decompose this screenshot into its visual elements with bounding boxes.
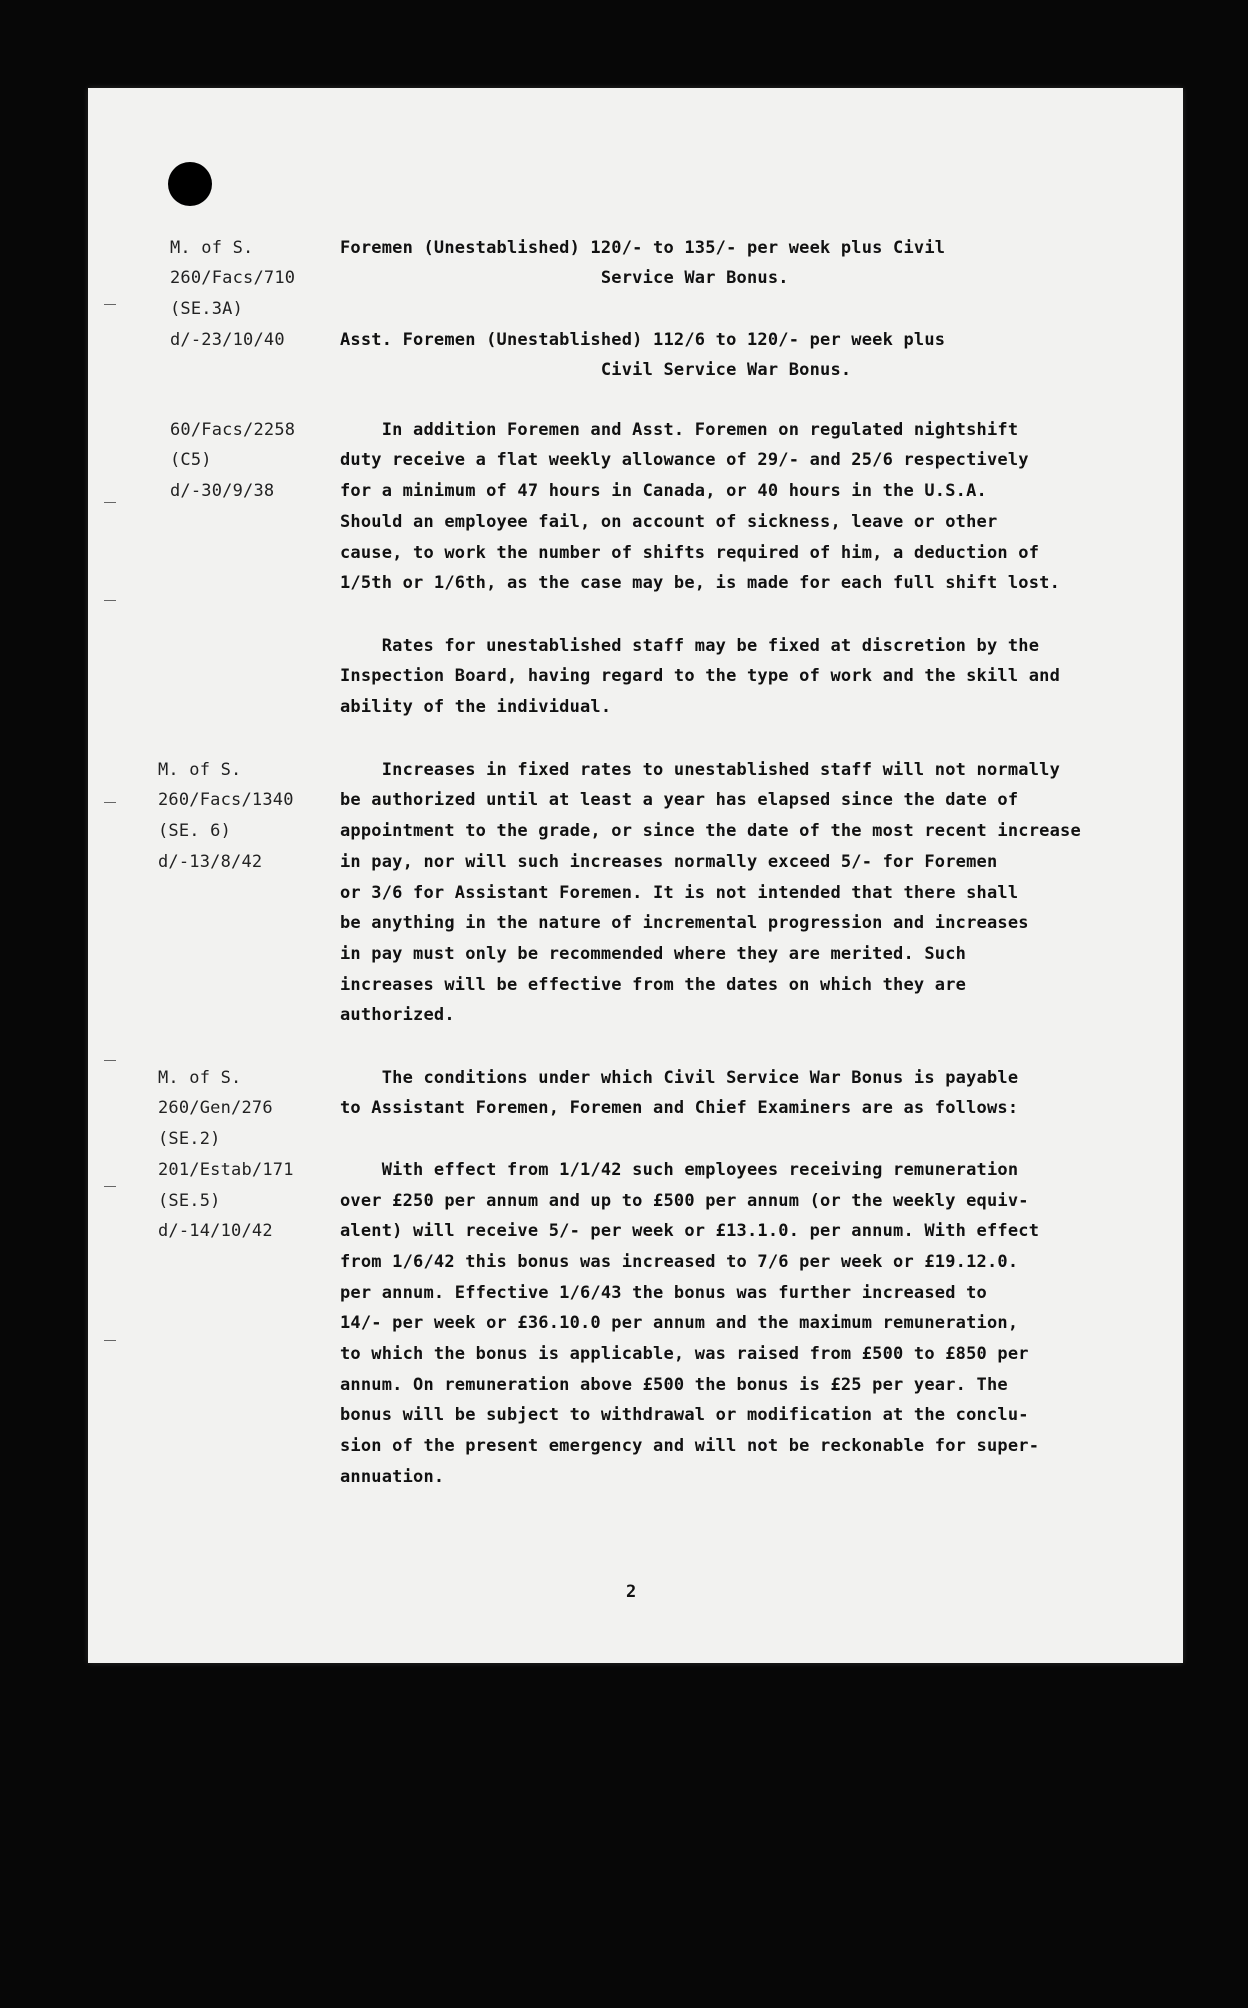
ref-line: d/-13/8/42 [158, 851, 263, 872]
ref-line: (SE.5) [158, 1190, 221, 1211]
body-line: to which the bonus is applicable, was raised from £500 to £850 per [340, 1344, 1029, 1365]
ref-line: (SE.3A) [170, 299, 244, 320]
body-line: be authorized until at least a year has elapsed since the date of [340, 790, 1019, 811]
paragraph-nightshift [340, 384, 1060, 630]
body-line: be anything in the nature of incremental progression and increases [340, 913, 1029, 934]
body-line: Increases in fixed rates to unestablished staff will not normally [340, 759, 1061, 780]
ref-line: d/-30/9/38 [170, 481, 275, 502]
ref-line: (C5) [170, 450, 212, 471]
ref-line: (SE.2) [158, 1129, 221, 1150]
ref-block-2 [170, 384, 295, 538]
ref-line: d/-14/10/42 [158, 1221, 273, 1242]
body-line: Asst. Foremen (Unestablished) 112/6 to 120/- per week plus [340, 329, 946, 350]
body-line: alent) will receive 5/- per week or £13.1.0. per annum. With effect [340, 1221, 1040, 1242]
margin-mark [104, 1186, 116, 1187]
body-line: The conditions under which Civil Service War Bonus is payable [340, 1067, 1019, 1088]
ref-line: M. of S. [170, 237, 254, 258]
page-number: 2 [626, 1582, 637, 1602]
margin-mark [104, 802, 116, 803]
ref-block-1 [170, 202, 295, 386]
paragraph-increases [340, 724, 1081, 1062]
margin-mark [104, 1340, 116, 1341]
margin-mark [104, 502, 116, 503]
body-line: per annum. Effective 1/6/43 the bonus was further increased to [340, 1282, 987, 1303]
body-line [340, 1124, 1039, 1155]
body-line: Foremen (Unestablished) 120/- to 135/- per week plus Civil [340, 237, 946, 258]
body-line: duty receive a flat weekly allowance of 29/- and 25/6 respectively [340, 450, 1029, 471]
ref-line: M. of S. [158, 1067, 242, 1088]
ref-block-4 [158, 1032, 294, 1278]
body-line: over £250 per annum and up to £500 per annum (or the weekly equiv- [340, 1190, 1029, 1211]
punch-hole [168, 162, 212, 206]
body-line: bonus will be subject to withdrawal or modification at the conclu- [340, 1405, 1029, 1426]
ref-line: d/-23/10/40 [170, 329, 285, 350]
ref-line: (SE. 6) [158, 821, 232, 842]
ref-block-3 [158, 724, 294, 908]
body-line: With effect from 1/1/42 such employees receiving remuneration [340, 1159, 1019, 1180]
body-line: In addition Foremen and Asst. Foremen on regulated nightshift [340, 419, 1019, 440]
body-line: in pay must only be recommended where they are merited. Such [340, 943, 967, 964]
margin-mark [104, 1060, 116, 1061]
ref-line: M. of S. [158, 759, 242, 780]
body-line: 1/5th or 1/6th, as the case may be, is made for each full shift lost. [340, 573, 1061, 594]
body-line: for a minimum of 47 hours in Canada, or 40 hours in the U.S.A. [340, 481, 987, 502]
body-line: from 1/6/42 this bonus was increased to 7/6 per week or £19.12.0. [340, 1251, 1019, 1272]
body-line: annum. On remuneration above £500 the bonus is £25 per year. The [340, 1374, 1008, 1395]
ref-line: 60/Facs/2258 [170, 419, 296, 440]
body-line: Civil Service War Bonus. [340, 360, 852, 381]
paragraph-war-bonus [340, 1032, 1039, 1523]
margin-mark [104, 600, 116, 601]
ref-line: 201/Estab/171 [158, 1159, 294, 1180]
body-line: Inspection Board, having regard to the type of work and the skill and [340, 666, 1061, 687]
body-line: cause, to work the number of shifts required of him, a deduction of [340, 542, 1040, 563]
ref-line: 260/Facs/710 [170, 268, 296, 289]
body-line: 14/- per week or £36.10.0 per annum and the maximum remuneration, [340, 1313, 1019, 1334]
margin-mark [104, 304, 116, 305]
body-line: appointment to the grade, or since the date of the most recent increase [340, 821, 1081, 842]
body-line: increases will be effective from the dates on which they are [340, 974, 967, 995]
body-line: to Assistant Foremen, Foremen and Chief Examiners are as follows: [340, 1098, 1019, 1119]
body-line: annuation. [340, 1466, 445, 1487]
body-line: in pay, nor will such increases normally exceed 5/- for Foremen [340, 851, 998, 872]
ref-line: 260/Gen/276 [158, 1098, 273, 1119]
ref-line: 260/Facs/1340 [158, 790, 294, 811]
body-line: sion of the present emergency and will not be reckonable for super- [340, 1436, 1040, 1457]
body-line: or 3/6 for Assistant Foremen. It is not intended that there shall [340, 882, 1019, 903]
body-line: Rates for unestablished staff may be fixed at discretion by the [340, 635, 1040, 656]
body-line: Service War Bonus. [340, 268, 789, 289]
body-line: authorized. [340, 1005, 455, 1026]
body-line: Should an employee fail, on account of sickness, leave or other [340, 511, 998, 532]
body-line: ability of the individual. [340, 697, 612, 718]
